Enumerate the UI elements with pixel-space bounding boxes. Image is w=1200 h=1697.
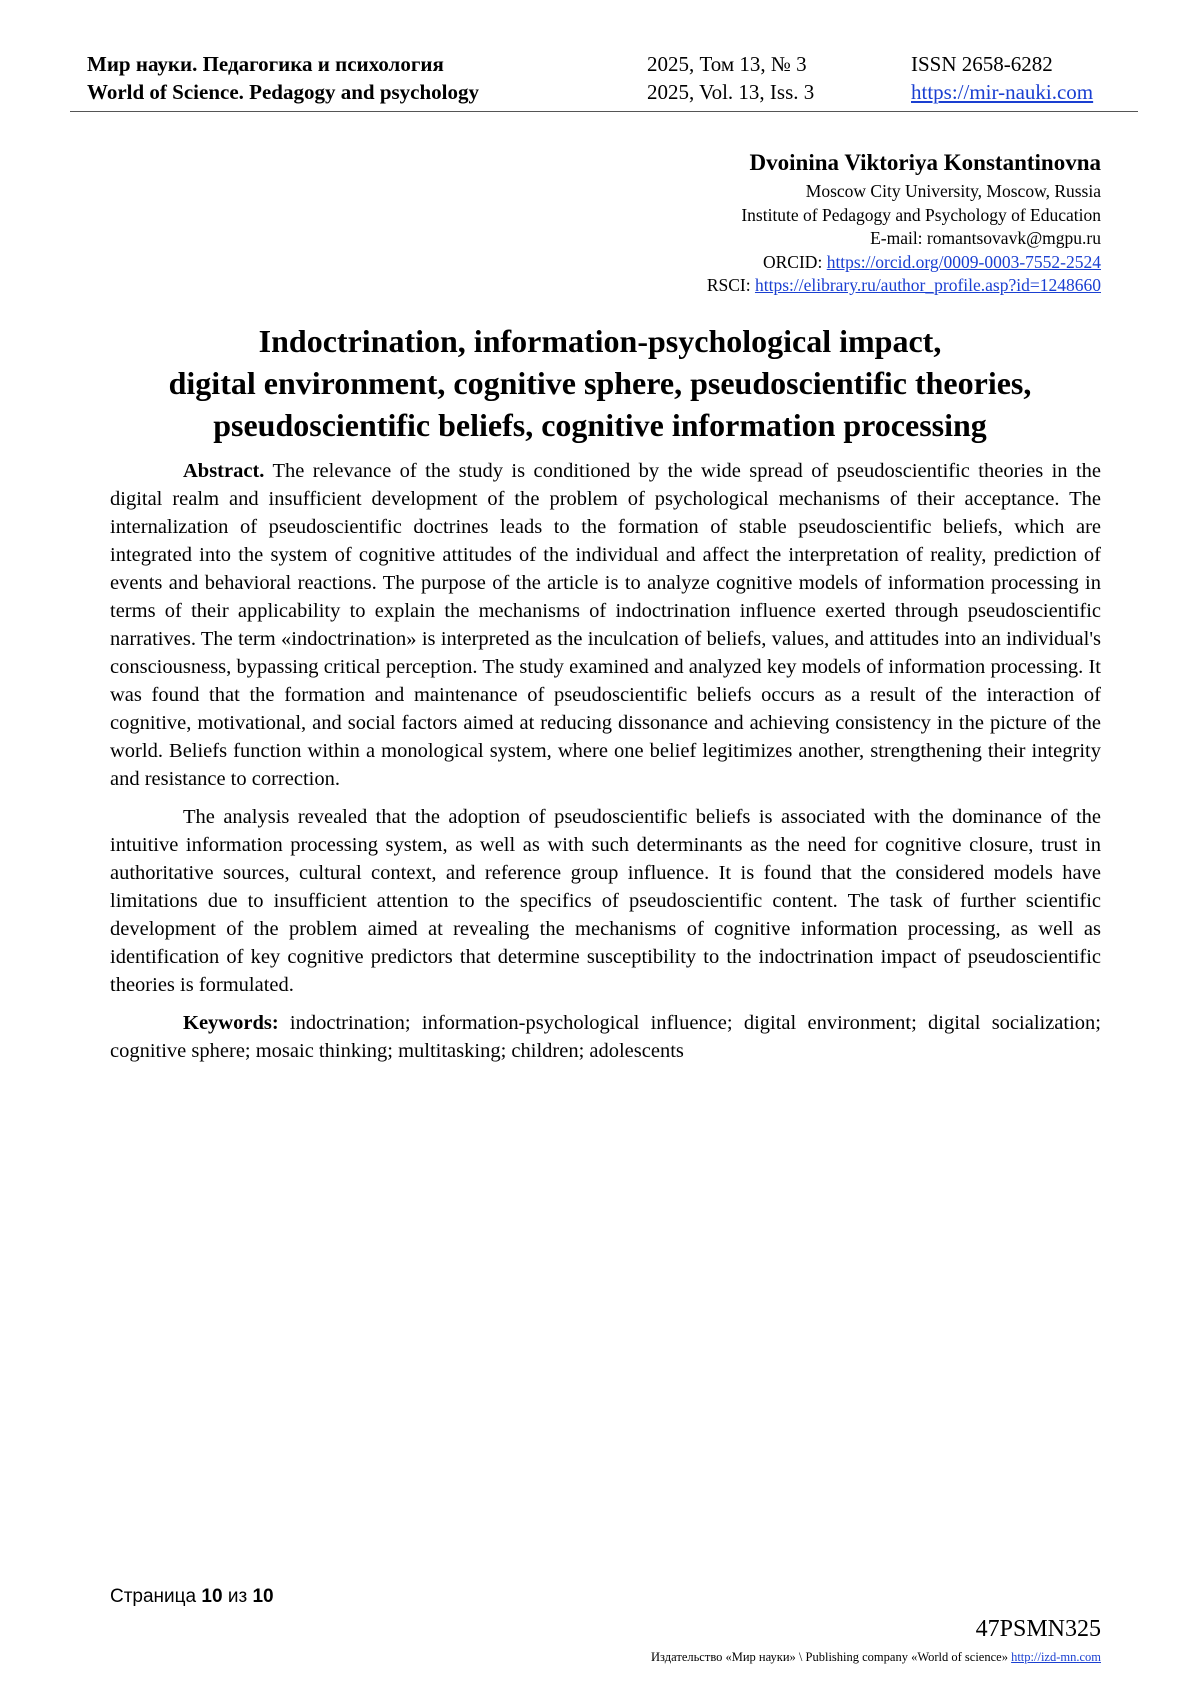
page-prefix: Страница	[110, 1586, 202, 1607]
publisher-line	[651, 1650, 1101, 1665]
journal-title-ru: Мир науки. Педагогика и психология	[87, 52, 444, 76]
page-mid: из	[222, 1586, 253, 1607]
article-code: 47PSMN325	[975, 1616, 1101, 1642]
abstract-label: Abstract.	[183, 460, 265, 482]
page-total: 10	[252, 1586, 274, 1607]
keywords-text: indoctrination; information-psychological influence; digital environment; digital socialization; cognitive sphere; mosaic thinking; multitasking; children; adolescents	[110, 1012, 1101, 1062]
page-current: 10	[201, 1586, 223, 1607]
abstract-paragraph-2: The analysis revealed that the adoption of pseudoscientific beliefs is associated with the dominance of the intuitive information processing system, as well as with such determinants as the need for cognitive closure, trust in authoritative sources, cultural context, and reference group influence. It is found that the considered models have limitations due to insufficient attention to the specifics of pseudoscientific content. The task of further scientific development of the problem aimed at revealing the mechanisms of cognitive information processing, as well as identification of key cognitive predictors that determine susceptibility to the indoctrination impact of pseudoscientific theories is formulated.	[110, 806, 1101, 996]
author-rsci	[707, 274, 1101, 298]
keywords-paragraph	[110, 1009, 1101, 1065]
page-number	[110, 1586, 274, 1608]
title-line-1: Indoctrination, information-psychological impact,	[258, 323, 942, 359]
title-line-2: digital environment, cognitive sphere, pseudoscientific theories,	[168, 365, 1032, 401]
article-title	[100, 320, 1100, 446]
abstract-text-1: The relevance of the study is conditioned by the wide spread of pseudoscientific theories in the digital realm and insufficient development of the problem of psychological mechanisms of their acceptance. The internalization of pseudoscientific doctrines leads to the formation of stable pseudoscientific beliefs, which are integrated into the system of cognitive attitudes of the individual and affect the interpretation of reality, prediction of events and behavioral reactions. The purpose of the article is to analyze cognitive models of information processing in terms of their applicability to explain the mechanisms of indoctrination influence exerted through pseudoscientific narratives. The term «indoctrination» is interpreted as the inculcation of beliefs, values, and attitudes into an individual's consciousness, bypassing critical perception. The study examined and analyzed key models of information processing. It was found that the formation and maintenance of pseudoscientific beliefs occurs as a result of the interaction of cognitive, motivational, and social factors aimed at reducing dissonance and achieving consistency in the picture of the world. Beliefs function within a monological system, where one belief legitimizes another, strengthening their integrity and resistance to correction.	[110, 460, 1101, 790]
journal-title-en: World of Science. Pedagogy and psychology	[87, 80, 480, 104]
orcid-link[interactable]: https://orcid.org/0009-0003-7552-2524	[826, 251, 1101, 272]
author-block	[707, 148, 1101, 298]
orcid-label: ORCID:	[763, 251, 823, 272]
abstract-section	[110, 457, 1101, 1075]
journal-url-link[interactable]: https://mir-nauki.com	[911, 80, 1094, 104]
issn: ISSN 2658-6282	[911, 52, 1053, 76]
author-institute: Institute of Pedagogy and Psychology of Education	[741, 204, 1101, 225]
keywords-label: Keywords:	[183, 1012, 279, 1034]
issue-en: 2025, Vol. 13, Iss. 3	[647, 80, 815, 104]
issue-ru: 2025, Том 13, № 3	[647, 52, 807, 76]
rsci-link[interactable]: https://elibrary.ru/author_profile.asp?id=1248660	[754, 275, 1101, 295]
author-affiliation: Moscow City University, Moscow, Russia	[805, 181, 1101, 201]
header-divider	[70, 111, 1138, 112]
author-name: Dvoinina Viktoriya Konstantinovna	[749, 150, 1101, 175]
title-line-3: pseudoscientific beliefs, cognitive information processing	[213, 407, 987, 443]
abstract-paragraph-1	[110, 457, 1101, 793]
author-email: E-mail: romantsovavk@mgpu.ru	[870, 228, 1101, 248]
publisher-link[interactable]: http://izd-mn.com	[1011, 1650, 1101, 1664]
rsci-label: RSCI:	[706, 275, 751, 295]
publisher-text: Издательство «Мир науки» \ Publishing company «World of science»	[651, 1650, 1012, 1664]
author-orcid	[707, 251, 1101, 275]
